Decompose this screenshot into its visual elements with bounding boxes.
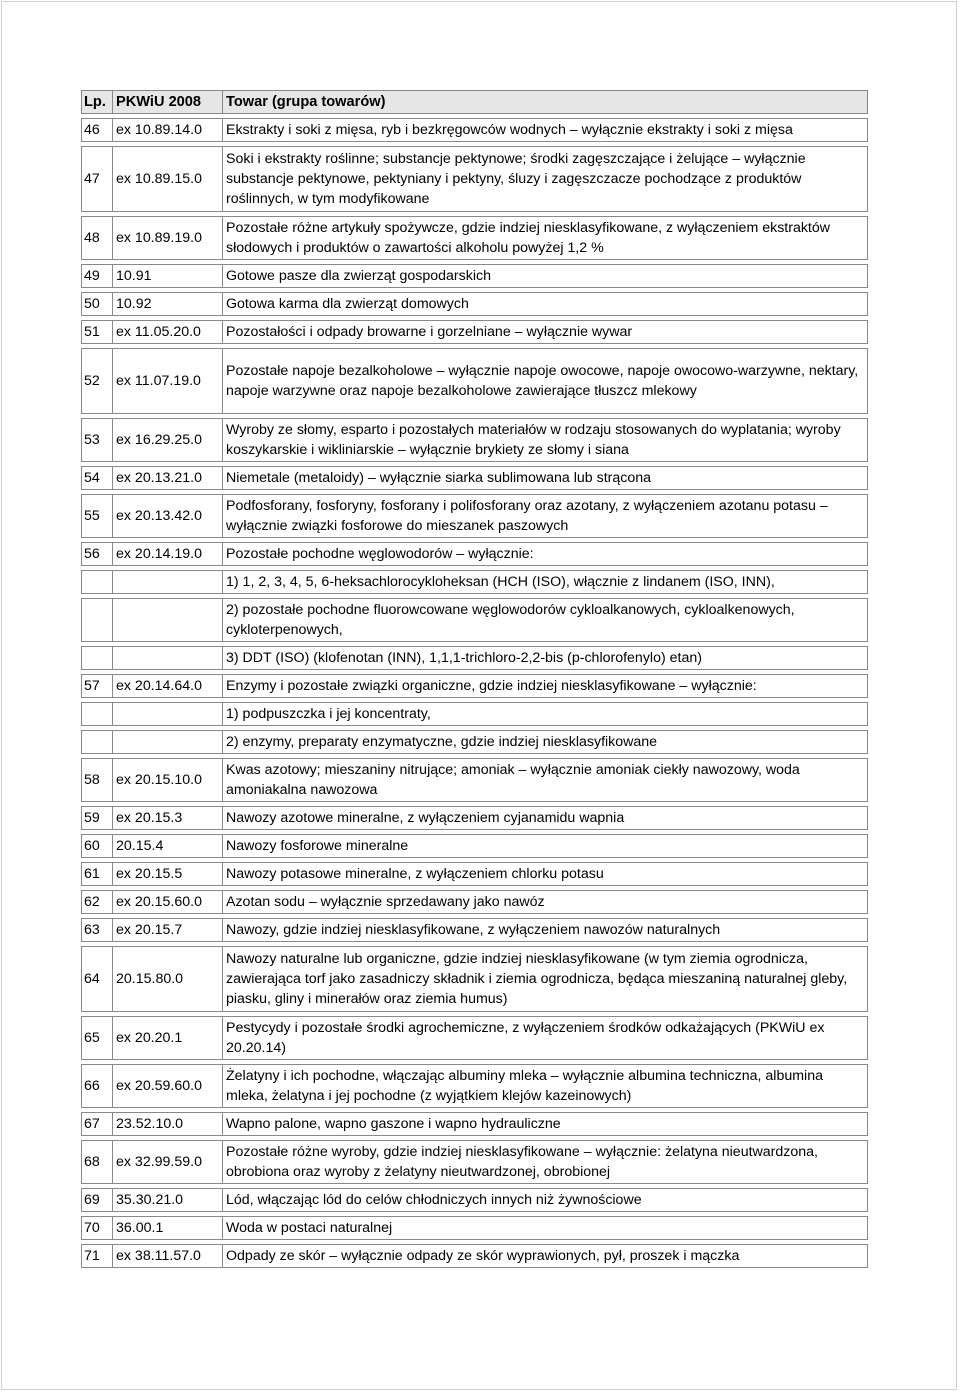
table-row bbox=[81, 1188, 868, 1212]
row-pkwiu-code: 36.00.1 bbox=[113, 1216, 223, 1240]
row-description: Woda w postaci naturalnej bbox=[223, 1216, 868, 1240]
row-description: 2) pozostałe pochodne fluorowcowane węglowodorów cykloalkanowych, cykloalkenowych, cykloterpenowych, bbox=[223, 598, 868, 642]
row-pkwiu-code: ex 20.15.60.0 bbox=[113, 890, 223, 914]
row-pkwiu-code bbox=[113, 598, 223, 642]
table-row bbox=[81, 1216, 868, 1240]
row-description: Kwas azotowy; mieszaniny nitrujące; amoniak – wyłącznie amoniak ciekły nawozowy, woda amoniakalna nawozowa bbox=[223, 758, 868, 802]
row-pkwiu-code: ex 10.89.14.0 bbox=[113, 118, 223, 142]
row-lp: 56 bbox=[81, 542, 113, 566]
row-description: Gotowa karma dla zwierząt domowych bbox=[223, 292, 868, 316]
row-pkwiu-code: ex 20.15.10.0 bbox=[113, 758, 223, 802]
row-pkwiu-code: ex 10.89.15.0 bbox=[113, 146, 223, 212]
table-row bbox=[81, 418, 868, 462]
row-pkwiu-code: ex 20.59.60.0 bbox=[113, 1064, 223, 1108]
row-lp: 54 bbox=[81, 466, 113, 490]
row-lp: 57 bbox=[81, 674, 113, 698]
row-pkwiu-code: ex 20.13.42.0 bbox=[113, 494, 223, 538]
table-row bbox=[81, 646, 868, 670]
row-description: Nawozy, gdzie indziej niesklasyfikowane, z wyłączeniem nawozów naturalnych bbox=[223, 918, 868, 942]
row-description: Żelatyny i ich pochodne, włączając albuminy mleka – wyłącznie albumina techniczna, albumina mleka, żelatyna i jej pochodne (z wyjątkiem klejów kazeinowych) bbox=[223, 1064, 868, 1108]
table-row bbox=[81, 494, 868, 538]
row-description: 2) enzymy, preparaty enzymatyczne, gdzie indziej niesklasyfikowane bbox=[223, 730, 868, 754]
table-row bbox=[81, 702, 868, 726]
row-pkwiu-code: ex 20.15.5 bbox=[113, 862, 223, 886]
row-pkwiu-code: 23.52.10.0 bbox=[113, 1112, 223, 1136]
row-lp: 58 bbox=[81, 758, 113, 802]
table-row bbox=[81, 862, 868, 886]
goods-table bbox=[81, 86, 868, 1272]
row-description: Nawozy potasowe mineralne, z wyłączeniem chlorku potasu bbox=[223, 862, 868, 886]
row-lp: 62 bbox=[81, 890, 113, 914]
row-lp: 48 bbox=[81, 216, 113, 260]
row-lp: 67 bbox=[81, 1112, 113, 1136]
row-description: Pozostałe pochodne węglowodorów – wyłącznie: bbox=[223, 542, 868, 566]
table-row bbox=[81, 1112, 868, 1136]
row-pkwiu-code: ex 20.15.3 bbox=[113, 806, 223, 830]
row-pkwiu-code bbox=[113, 730, 223, 754]
row-description: Soki i ekstrakty roślinne; substancje pektynowe; środki zagęszczające i żelujące – wyłącznie substancje pektynowe, pektyniany i pektyny, śluzy i zagęszczacze pochodzące z produktów roślinnych, w tym modyfikowane bbox=[223, 146, 868, 212]
row-pkwiu-code bbox=[113, 570, 223, 594]
row-lp: 64 bbox=[81, 946, 113, 1012]
table-row bbox=[81, 1140, 868, 1184]
table-row bbox=[81, 806, 868, 830]
table-row bbox=[81, 320, 868, 344]
row-description: Enzymy i pozostałe związki organiczne, gdzie indziej niesklasyfikowane – wyłącznie: bbox=[223, 674, 868, 698]
row-pkwiu-code bbox=[113, 646, 223, 670]
row-lp: 49 bbox=[81, 264, 113, 288]
table-row bbox=[81, 890, 868, 914]
row-pkwiu-code: ex 20.14.19.0 bbox=[113, 542, 223, 566]
row-pkwiu-code: 20.15.80.0 bbox=[113, 946, 223, 1012]
row-pkwiu-code: ex 38.11.57.0 bbox=[113, 1244, 223, 1268]
table-row bbox=[81, 598, 868, 642]
table-header-row bbox=[81, 90, 868, 114]
row-pkwiu-code: ex 11.07.19.0 bbox=[113, 348, 223, 414]
row-description: Lód, włączając lód do celów chłodniczych innych niż żywnościowe bbox=[223, 1188, 868, 1212]
row-description: 3) DDT (ISO) (klofenotan (INN), 1,1,1-trichloro-2,2-bis (p-chlorofenylo) etan) bbox=[223, 646, 868, 670]
row-lp: 68 bbox=[81, 1140, 113, 1184]
row-pkwiu-code: ex 32.99.59.0 bbox=[113, 1140, 223, 1184]
row-description: Ekstrakty i soki z mięsa, ryb i bezkręgowców wodnych – wyłącznie ekstrakty i soki z mięsa bbox=[223, 118, 868, 142]
table-row bbox=[81, 1244, 868, 1268]
row-description: Pozostałe różne artykuły spożywcze, gdzie indziej niesklasyfikowane, z wyłączeniem ekstraktów słodowych i produktów o zawartości alkoholu powyżej 1,2 % bbox=[223, 216, 868, 260]
row-pkwiu-code: 20.15.4 bbox=[113, 834, 223, 858]
row-description: Nawozy fosforowe mineralne bbox=[223, 834, 868, 858]
row-lp: 65 bbox=[81, 1016, 113, 1060]
row-description: Nawozy azotowe mineralne, z wyłączeniem cyjanamidu wapnia bbox=[223, 806, 868, 830]
header-towar: Towar (grupa towarów) bbox=[223, 90, 868, 114]
row-description: Podfosforany, fosforyny, fosforany i polifosforany oraz azotany, z wyłączeniem azotanu potasu – wyłącznie związki fosforowe do mieszanek paszowych bbox=[223, 494, 868, 538]
row-lp: 71 bbox=[81, 1244, 113, 1268]
row-description: Wapno palone, wapno gaszone i wapno hydrauliczne bbox=[223, 1112, 868, 1136]
table-row bbox=[81, 1064, 868, 1108]
row-description: Pozostałe napoje bezalkoholowe – wyłącznie napoje owocowe, napoje owocowo-warzywne, nektary, napoje warzywne oraz napoje bezalkoholowe zawierające tłuszcz mlekowy bbox=[223, 348, 868, 414]
table-row bbox=[81, 216, 868, 260]
row-pkwiu-code: 10.91 bbox=[113, 264, 223, 288]
row-lp: 61 bbox=[81, 862, 113, 886]
row-lp bbox=[81, 598, 113, 642]
table-row bbox=[81, 146, 868, 212]
row-lp bbox=[81, 702, 113, 726]
row-lp bbox=[81, 646, 113, 670]
row-lp: 55 bbox=[81, 494, 113, 538]
table-row bbox=[81, 674, 868, 698]
row-lp: 69 bbox=[81, 1188, 113, 1212]
row-lp: 66 bbox=[81, 1064, 113, 1108]
row-lp: 51 bbox=[81, 320, 113, 344]
row-description: Pozostałe różne wyroby, gdzie indziej niesklasyfikowane – wyłącznie: żelatyna nieutwardzona, obrobiona oraz wyroby z żelatyny nieutwardzonej, obrobionej bbox=[223, 1140, 868, 1184]
row-description: Nawozy naturalne lub organiczne, gdzie indziej niesklasyfikowane (w tym ziemia ogrodnicza, zawierająca torf jako zasadniczy składnik i ziemia ogrodnicza, będąca mieszaniną naturalnej gleby, piasku, gliny i minerałów oraz ziemia humus) bbox=[223, 946, 868, 1012]
table-row bbox=[81, 542, 868, 566]
table-row bbox=[81, 834, 868, 858]
row-lp bbox=[81, 730, 113, 754]
row-pkwiu-code: ex 16.29.25.0 bbox=[113, 418, 223, 462]
row-pkwiu-code: ex 11.05.20.0 bbox=[113, 320, 223, 344]
row-description: Pozostałości i odpady browarne i gorzelniane – wyłącznie wywar bbox=[223, 320, 868, 344]
row-lp: 59 bbox=[81, 806, 113, 830]
row-pkwiu-code: 35.30.21.0 bbox=[113, 1188, 223, 1212]
table-row bbox=[81, 918, 868, 942]
row-pkwiu-code: 10.92 bbox=[113, 292, 223, 316]
row-description: Azotan sodu – wyłącznie sprzedawany jako nawóz bbox=[223, 890, 868, 914]
row-pkwiu-code: ex 20.15.7 bbox=[113, 918, 223, 942]
row-lp: 46 bbox=[81, 118, 113, 142]
row-lp bbox=[81, 570, 113, 594]
table-row bbox=[81, 264, 868, 288]
row-lp: 50 bbox=[81, 292, 113, 316]
row-pkwiu-code: ex 20.20.1 bbox=[113, 1016, 223, 1060]
table-row bbox=[81, 758, 868, 802]
row-description: 1) podpuszczka i jej koncentraty, bbox=[223, 702, 868, 726]
row-pkwiu-code: ex 20.13.21.0 bbox=[113, 466, 223, 490]
row-description: Pestycydy i pozostałe środki agrochemiczne, z wyłączeniem środków odkażających (PKWiU ex 20.20.14) bbox=[223, 1016, 868, 1060]
row-lp: 52 bbox=[81, 348, 113, 414]
row-lp: 53 bbox=[81, 418, 113, 462]
table-row bbox=[81, 118, 868, 142]
table-row bbox=[81, 730, 868, 754]
table-row bbox=[81, 1016, 868, 1060]
table-row bbox=[81, 946, 868, 1012]
header-pkwiu: PKWiU 2008 bbox=[113, 90, 223, 114]
goods-table-wrapper bbox=[81, 86, 868, 1272]
table-row bbox=[81, 466, 868, 490]
row-description: 1) 1, 2, 3, 4, 5, 6-heksachlorocykloheksan (HCH (ISO), włącznie z lindanem (ISO, INN), bbox=[223, 570, 868, 594]
row-lp: 60 bbox=[81, 834, 113, 858]
row-description: Gotowe pasze dla zwierząt gospodarskich bbox=[223, 264, 868, 288]
row-description: Niemetale (metaloidy) – wyłącznie siarka sublimowana lub strącona bbox=[223, 466, 868, 490]
row-lp: 63 bbox=[81, 918, 113, 942]
table-row bbox=[81, 292, 868, 316]
header-lp: Lp. bbox=[81, 90, 113, 114]
row-description: Odpady ze skór – wyłącznie odpady ze skór wyprawionych, pył, proszek i mączka bbox=[223, 1244, 868, 1268]
row-lp: 70 bbox=[81, 1216, 113, 1240]
row-pkwiu-code bbox=[113, 702, 223, 726]
row-lp: 47 bbox=[81, 146, 113, 212]
row-pkwiu-code: ex 20.14.64.0 bbox=[113, 674, 223, 698]
row-description: Wyroby ze słomy, esparto i pozostałych materiałów w rodzaju stosowanych do wyplatania; wyroby koszykarskie i wikliniarskie – wyłącznie brykiety ze słomy i siana bbox=[223, 418, 868, 462]
row-pkwiu-code: ex 10.89.19.0 bbox=[113, 216, 223, 260]
table-row bbox=[81, 348, 868, 414]
table-row bbox=[81, 570, 868, 594]
